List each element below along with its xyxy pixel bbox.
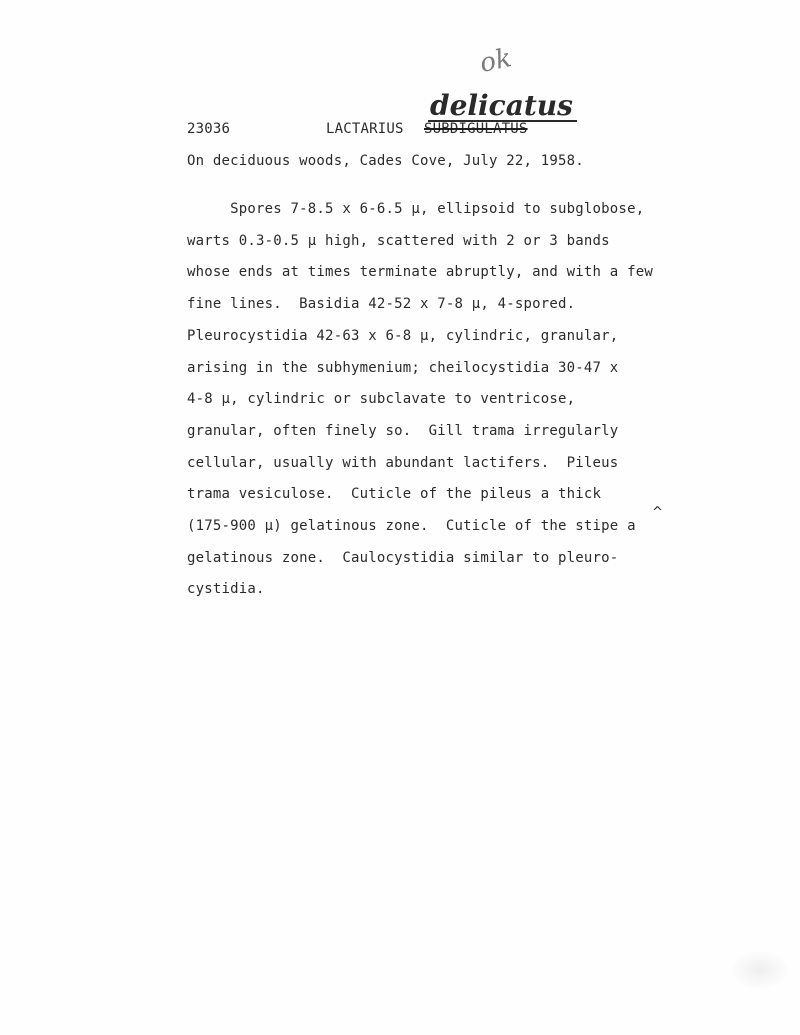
- description-line: fine lines. Basidia 42-52 x 7-8 µ, 4-spored.: [187, 296, 576, 312]
- insertion-caret: ^: [652, 505, 663, 520]
- struck-epithet: SUBDIGULATUS: [424, 121, 528, 137]
- description-line: whose ends at times terminate abruptly, and with a few: [187, 264, 653, 280]
- handwritten-ok-annotation: ok: [477, 43, 515, 79]
- genus-name: LACTARIUS: [326, 121, 404, 137]
- description-line: cellular, usually with abundant lactifers. Pileus: [187, 455, 619, 471]
- description-line: Pleurocystidia 42-63 x 6-8 µ, cylindric, granular,: [187, 328, 619, 344]
- handwritten-species-correction: delicatus: [428, 92, 577, 122]
- description-line: cystidia.: [187, 581, 265, 597]
- description-line: arising in the subhymenium; cheilocystidia 30-47 x: [187, 360, 619, 376]
- specimen-number: 23036: [187, 121, 231, 137]
- description-line: 4-8 µ, cylindric or subclavate to ventricose,: [187, 391, 576, 407]
- description-line: (175-900 µ) gelatinous zone. Cuticle of the stipe a: [187, 518, 636, 534]
- paper-smudge: [730, 950, 790, 990]
- description-line: granular, often finely so. Gill trama irregularly: [187, 423, 619, 439]
- description-line: trama vesiculose. Cuticle of the pileus a thick: [187, 486, 602, 502]
- locality-line: On deciduous woods, Cades Cove, July 22, 1958.: [187, 153, 584, 169]
- description-line: Spores 7-8.5 x 6-6.5 µ, ellipsoid to subglobose,: [187, 201, 645, 217]
- description-line: gelatinous zone. Caulocystidia similar to pleuro-: [187, 550, 619, 566]
- description-line: warts 0.3-0.5 µ high, scattered with 2 or 3 bands: [187, 233, 610, 249]
